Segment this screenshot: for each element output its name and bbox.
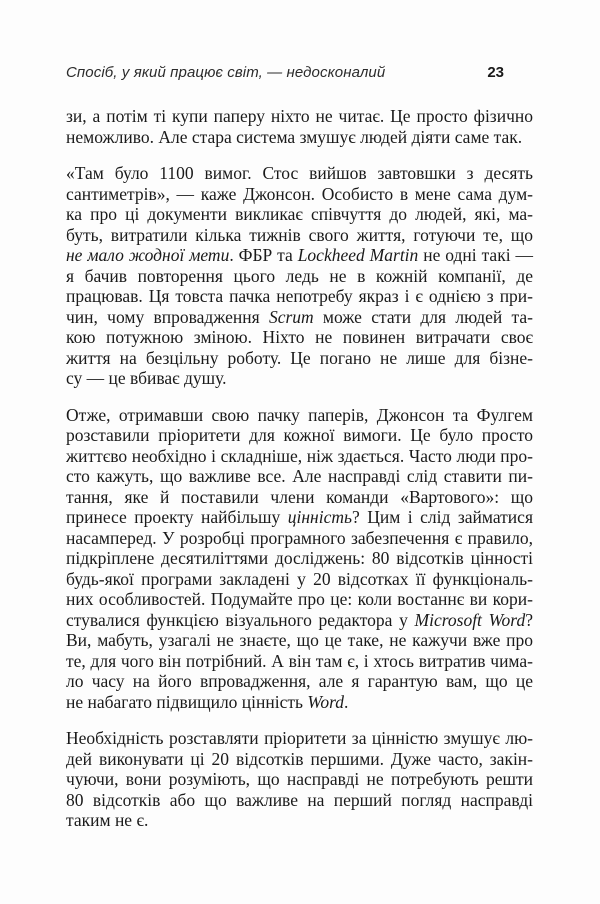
paragraph	[66, 106, 533, 147]
text-line: те, для чого він потрібний. А він там є, і хтось витратив чима-	[66, 650, 533, 671]
text-line: Отже, отримавши свою пачку паперів, Джонсон та Фулгем	[66, 404, 533, 425]
running-title: Спосіб, у який працює світ, — недосконалий	[66, 64, 386, 81]
text-line: життєво необхідно і складніше, ніж здається. Часто люди про-	[66, 445, 533, 466]
page-header	[66, 64, 504, 82]
text-line: життя на безцільну роботу. Це погано не лише для бізне-	[66, 347, 533, 368]
text-line: чин, чому впровадження Scrum може стати для людей та-	[66, 306, 533, 327]
text-line: розставили пріоритети для кожної вимоги. Це було просто	[66, 425, 533, 445]
text-line: сантиметрів», — каже Джонсон. Особисто в мене сама дум-	[66, 183, 533, 204]
paragraph	[66, 728, 533, 831]
text-line: неможливо. Але стара система змушує людей діяти саме так.	[66, 126, 523, 147]
text-line: не набагато підвищило цінність Word.	[66, 691, 349, 712]
text-line: працював. Ця товста пачка непотребу якраз і є однією з при-	[66, 286, 533, 306]
text-line: не мало жодної мети. ФБР та Lockheed Martin не одні такі —	[66, 245, 533, 265]
text-line: Необхідність розставляти пріоритети за цінністю змушує лю-	[66, 728, 533, 748]
text-line: чуючи, вони розуміють, що насправді не потребують решти	[66, 769, 533, 789]
text-line: кою потужною зміною. Ніхто не повинен витрачати своє	[66, 327, 533, 347]
body-text	[66, 106, 533, 831]
text-line: су — це вбиває душу.	[66, 368, 227, 388]
text-line: стувалися функцією візуального редактора у Microsoft Word?	[66, 609, 533, 630]
text-line: буть, витратили кілька тижнів свого життя, готуючи те, що	[66, 224, 533, 245]
text-line: них особливостей. Подумайте про це: коли востаннє ви кори-	[66, 589, 533, 609]
text-line: принесе проекту найбільшу цінність? Цим і слід займатися	[66, 507, 533, 527]
text-line: 80 відсотків або що важливе на перший погляд насправді	[66, 789, 533, 810]
text-line: сто кажуть, що важливе все. Але насправді слід ставити пи-	[66, 466, 533, 486]
text-line: таким не є.	[66, 810, 149, 830]
text-line: будь-якої програми закладені у 20 відсотках її функціональ-	[66, 568, 533, 589]
paragraph	[66, 405, 533, 713]
text-line: насамперед. У розробці програмного забезпечення є правило,	[66, 527, 533, 548]
text-line: підкріплене десятиліттями досліджень: 80 відсотків цінності	[66, 548, 533, 568]
text-line: ка про ці документи викликає співчуття до людей, які, ма-	[66, 204, 533, 224]
page-number: 23	[487, 64, 504, 81]
text-line: ло часу на його впровадження, але я гарантую вам, що це	[66, 671, 533, 691]
text-line: дей виконувати ці 20 відсотків першими. Дуже часто, закін-	[66, 748, 533, 769]
text-line: Ви, мабуть, узагалі не знаєте, що це таке, не кажучи вже про	[66, 630, 533, 650]
text-line: зи, а потім ті купи паперу ніхто не читає. Це просто фізично	[66, 106, 533, 126]
text-line: тання, яке й поставили члени команди «Вартового»: що	[66, 486, 533, 507]
text-line: я бачив повторення цього ледь не в кожній компанії, де	[66, 265, 533, 286]
text-line: «Там було 1100 вимог. Стос вийшов завтовшки з десять	[66, 163, 533, 183]
paragraph	[66, 163, 533, 389]
